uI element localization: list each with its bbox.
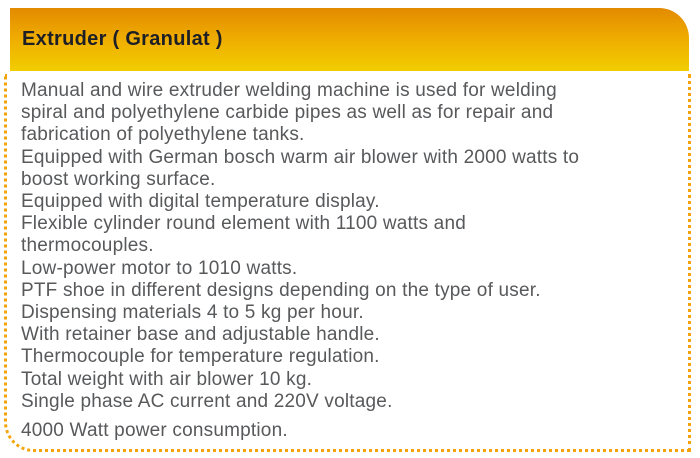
spec-line: Flexible cylinder round element with 1100 watts and (21, 213, 466, 235)
spec-line: Manual and wire extruder welding machine is used for welding (21, 80, 557, 101)
spec-line: Equipped with German bosch warm air blower with 2000 watts to (21, 146, 580, 168)
title-bar (10, 8, 689, 71)
spec-line: Thermocouple for temperature regulation. (21, 346, 380, 368)
spec-line: With retainer base and adjustable handle. (21, 324, 380, 346)
spec-line: fabrication of polyethylene tanks. (21, 124, 305, 146)
spec-line: Dispensing materials 4 to 5 kg per hour. (21, 302, 364, 324)
spec-line: Single phase AC current and 220V voltage. (21, 390, 393, 412)
spec-list (21, 80, 681, 442)
page-title: Extruder ( Granulat ) (22, 28, 223, 50)
spec-line: spiral and polyethylene carbide pipes as well as for repair and (21, 102, 554, 124)
spec-line: boost working surface. (21, 168, 216, 190)
spec-line: Low-power motor to 1010 watts. (21, 257, 298, 279)
spec-line: PTF shoe in different designs depending on the type of user. (21, 279, 541, 301)
spec-line: Total weight with air blower 10 kg. (21, 368, 313, 390)
spec-line: thermocouples. (21, 235, 154, 257)
power-consumption-line: 4000 Watt power consumption. (21, 420, 288, 442)
spec-line: Equipped with digital temperature display. (21, 191, 380, 213)
